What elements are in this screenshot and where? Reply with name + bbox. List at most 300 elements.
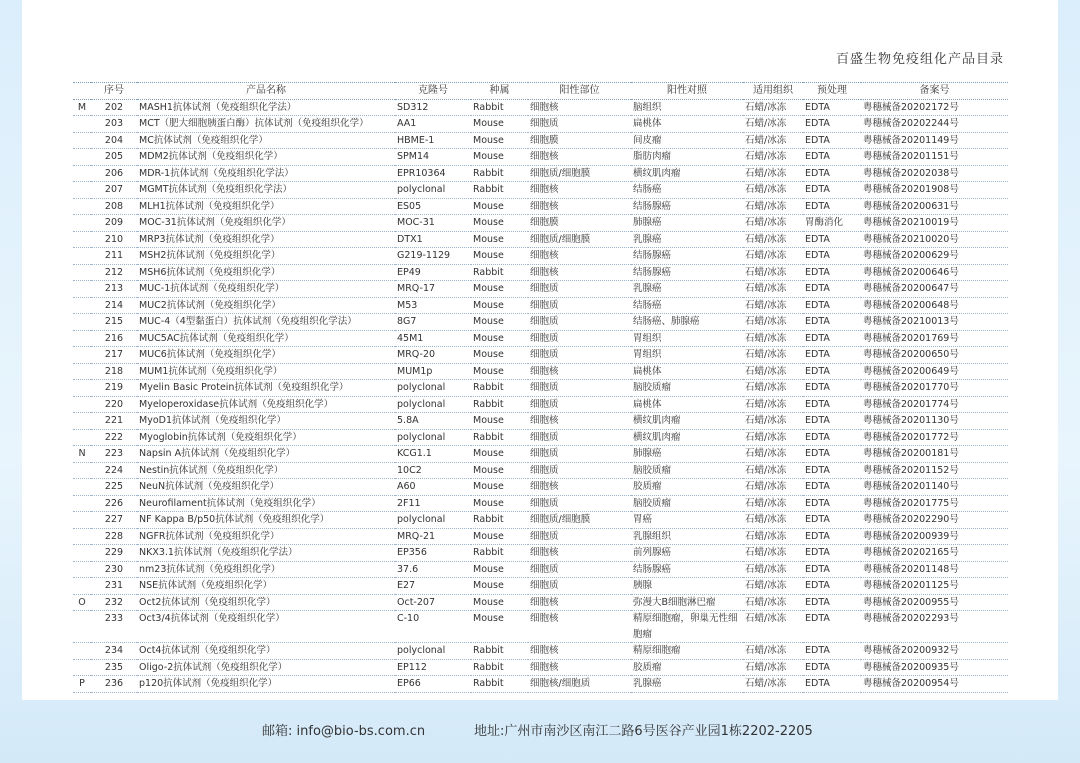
footer-email: 邮箱: info@bio-bs.com.cn <box>262 724 426 739</box>
pretreatment: EDTA <box>803 512 861 529</box>
registration-no: 粤穗械备20201775号 <box>861 495 1008 512</box>
tissue: 石蜡/冰冻 <box>743 281 803 298</box>
positive-control: 乳腺癌 <box>631 281 743 298</box>
species: Rabbit <box>471 643 528 660</box>
product-no: 223 <box>91 446 137 463</box>
species: Mouse <box>471 297 528 314</box>
clone: EP356 <box>395 545 471 562</box>
product-name: MC抗体试剂（免疫组织化学） <box>137 132 395 149</box>
pretreatment: EDTA <box>803 132 861 149</box>
tissue: 石蜡/冰冻 <box>743 413 803 430</box>
product-no: 213 <box>91 281 137 298</box>
registration-no: 粤穗械备20201774号 <box>861 396 1008 413</box>
pretreatment: EDTA <box>803 347 861 364</box>
section-letter <box>73 578 91 595</box>
clone: 2F11 <box>395 495 471 512</box>
positive-site: 细胞质 <box>528 462 631 479</box>
tissue: 石蜡/冰冻 <box>743 446 803 463</box>
product-name: MSH6抗体试剂（免疫组织化学） <box>137 264 395 281</box>
positive-site: 细胞质 <box>528 528 631 545</box>
registration-no: 粤穗械备20202172号 <box>861 99 1008 116</box>
registration-no: 粤穗械备20201130号 <box>861 413 1008 430</box>
registration-no: 粤穗械备20202290号 <box>861 512 1008 529</box>
clone: E27 <box>395 578 471 595</box>
positive-site: 细胞核 <box>528 479 631 496</box>
clone: HBME-1 <box>395 132 471 149</box>
tissue: 石蜡/冰冻 <box>743 248 803 265</box>
table-row <box>73 264 1008 281</box>
table-row <box>73 446 1008 463</box>
table-row <box>73 528 1008 545</box>
registration-no: 粤穗械备20200935号 <box>861 659 1008 676</box>
product-name: p120抗体试剂（免疫组织化学） <box>137 676 395 693</box>
pretreatment: EDTA <box>803 528 861 545</box>
table-row <box>73 545 1008 562</box>
product-name: Oligo-2抗体试剂（免疫组织化学） <box>137 659 395 676</box>
species: Mouse <box>471 611 528 643</box>
registration-no: 粤穗械备20200647号 <box>861 281 1008 298</box>
product-name: MUM1抗体试剂（免疫组织化学） <box>137 363 395 380</box>
table-row <box>73 231 1008 248</box>
product-name: Oct3/4抗体试剂（免疫组织化学） <box>137 611 395 643</box>
product-name: Myelin Basic Protein抗体试剂（免疫组织化学） <box>137 380 395 397</box>
registration-no: 粤穗械备20201149号 <box>861 132 1008 149</box>
table-row <box>73 165 1008 182</box>
registration-no: 粤穗械备20200650号 <box>861 347 1008 364</box>
table-row <box>73 676 1008 693</box>
clone: polyclonal <box>395 396 471 413</box>
table-row <box>73 132 1008 149</box>
registration-no: 粤穗械备20201148号 <box>861 561 1008 578</box>
clone: 5.8A <box>395 413 471 430</box>
registration-no: 粤穗械备20210019号 <box>861 215 1008 232</box>
product-no: 207 <box>91 182 137 199</box>
product-no: 218 <box>91 363 137 380</box>
tissue: 石蜡/冰冻 <box>743 479 803 496</box>
positive-control: 乳腺癌 <box>631 676 743 693</box>
section-letter <box>73 281 91 298</box>
positive-site: 细胞质/细胞膜 <box>528 165 631 182</box>
registration-no: 粤穗械备20201125号 <box>861 578 1008 595</box>
section-letter <box>73 528 91 545</box>
table-row <box>73 99 1008 116</box>
table-row <box>73 495 1008 512</box>
positive-control: 结肠癌 <box>631 297 743 314</box>
tissue: 石蜡/冰冻 <box>743 611 803 643</box>
table-header-row <box>73 83 1008 100</box>
pretreatment: EDTA <box>803 545 861 562</box>
clone: MRQ-20 <box>395 347 471 364</box>
product-no: 216 <box>91 330 137 347</box>
tissue: 石蜡/冰冻 <box>743 264 803 281</box>
positive-control: 精原细胞瘤 <box>631 643 743 660</box>
positive-control: 脑胶质瘤 <box>631 380 743 397</box>
table-row <box>73 314 1008 331</box>
tissue: 石蜡/冰冻 <box>743 182 803 199</box>
registration-no: 粤穗械备20200955号 <box>861 594 1008 611</box>
product-no: 227 <box>91 512 137 529</box>
pretreatment: EDTA <box>803 198 861 215</box>
product-name: MUC6抗体试剂（免疫组织化学） <box>137 347 395 364</box>
tissue: 石蜡/冰冻 <box>743 676 803 693</box>
section-letter <box>73 347 91 364</box>
tissue: 石蜡/冰冻 <box>743 149 803 166</box>
registration-no: 粤穗械备20202293号 <box>861 611 1008 643</box>
product-no: 214 <box>91 297 137 314</box>
product-no: 224 <box>91 462 137 479</box>
product-name: MCT（肥大细胞胰蛋白酶）抗体试剂（免疫组织化学） <box>137 116 395 133</box>
section-letter <box>73 330 91 347</box>
table-row <box>73 578 1008 595</box>
pretreatment: 胃酶消化 <box>803 215 861 232</box>
section-letter: O <box>73 594 91 611</box>
registration-no: 粤穗械备20201908号 <box>861 182 1008 199</box>
table-row <box>73 396 1008 413</box>
section-letter: M <box>73 99 91 116</box>
pretreatment: EDTA <box>803 462 861 479</box>
product-name: MUC-4（4型黏蛋白）抗体试剂（免疫组织化学法） <box>137 314 395 331</box>
section-letter <box>73 182 91 199</box>
positive-site: 细胞质 <box>528 281 631 298</box>
section-letter <box>73 545 91 562</box>
positive-control: 间皮瘤 <box>631 132 743 149</box>
pretreatment: EDTA <box>803 611 861 643</box>
species: Mouse <box>471 314 528 331</box>
positive-site: 细胞质 <box>528 347 631 364</box>
section-letter <box>73 132 91 149</box>
clone: polyclonal <box>395 512 471 529</box>
section-letter <box>73 215 91 232</box>
species: Rabbit <box>471 512 528 529</box>
section-letter <box>73 165 91 182</box>
tissue: 石蜡/冰冻 <box>743 347 803 364</box>
section-letter <box>73 659 91 676</box>
pretreatment: EDTA <box>803 281 861 298</box>
species: Mouse <box>471 495 528 512</box>
registration-no: 粤穗械备20202165号 <box>861 545 1008 562</box>
positive-control: 胶质瘤 <box>631 659 743 676</box>
pretreatment: EDTA <box>803 297 861 314</box>
clone: 37.6 <box>395 561 471 578</box>
product-name: Oct2抗体试剂（免疫组织化学） <box>137 594 395 611</box>
header-registration: 备案号 <box>861 83 1008 100</box>
registration-no: 粤穗械备20200181号 <box>861 446 1008 463</box>
registration-no: 粤穗械备20202038号 <box>861 165 1008 182</box>
table-body <box>73 99 1008 692</box>
species: Mouse <box>471 231 528 248</box>
table-row <box>73 462 1008 479</box>
product-no: 208 <box>91 198 137 215</box>
species: Rabbit <box>471 659 528 676</box>
product-name: MASH1抗体试剂（免疫组织化学法） <box>137 99 395 116</box>
clone: MUM1p <box>395 363 471 380</box>
positive-site: 细胞核 <box>528 182 631 199</box>
clone: Oct-207 <box>395 594 471 611</box>
positive-site: 细胞核 <box>528 659 631 676</box>
positive-control: 结肠腺癌 <box>631 561 743 578</box>
section-letter <box>73 297 91 314</box>
registration-no: 粤穗械备20201140号 <box>861 479 1008 496</box>
header-pretreatment: 预处理 <box>803 83 861 100</box>
product-name: Nestin抗体试剂（免疫组织化学） <box>137 462 395 479</box>
product-no: 206 <box>91 165 137 182</box>
clone: M53 <box>395 297 471 314</box>
positive-site: 细胞核 <box>528 594 631 611</box>
positive-control: 胶质瘤 <box>631 479 743 496</box>
product-no: 215 <box>91 314 137 331</box>
species: Rabbit <box>471 182 528 199</box>
header-positive-control: 阳性对照 <box>631 83 743 100</box>
product-no: 204 <box>91 132 137 149</box>
positive-site: 细胞质 <box>528 396 631 413</box>
section-letter <box>73 396 91 413</box>
clone: EP112 <box>395 659 471 676</box>
pretreatment: EDTA <box>803 165 861 182</box>
section-letter <box>73 231 91 248</box>
product-name: MRP3抗体试剂（免疫组织化学） <box>137 231 395 248</box>
table-row <box>73 116 1008 133</box>
pretreatment: EDTA <box>803 99 861 116</box>
product-name: MGMT抗体试剂（免疫组织化学法） <box>137 182 395 199</box>
species: Mouse <box>471 330 528 347</box>
tissue: 石蜡/冰冻 <box>743 545 803 562</box>
registration-no: 粤穗械备20210020号 <box>861 231 1008 248</box>
product-name: Neurofilament抗体试剂（免疫组织化学） <box>137 495 395 512</box>
product-no: 210 <box>91 231 137 248</box>
registration-no: 粤穗械备20200932号 <box>861 643 1008 660</box>
product-no: 222 <box>91 429 137 446</box>
section-letter <box>73 264 91 281</box>
positive-control: 精原细胞瘤，卵巢无性细胞瘤 <box>631 611 743 643</box>
species: Mouse <box>471 347 528 364</box>
product-no: 217 <box>91 347 137 364</box>
tissue: 石蜡/冰冻 <box>743 231 803 248</box>
tissue: 石蜡/冰冻 <box>743 330 803 347</box>
tissue: 石蜡/冰冻 <box>743 297 803 314</box>
positive-site: 细胞核 <box>528 264 631 281</box>
species: Mouse <box>471 281 528 298</box>
product-no: 221 <box>91 413 137 430</box>
product-name: NF Kappa B/p50抗体试剂（免疫组织化学） <box>137 512 395 529</box>
section-letter <box>73 429 91 446</box>
product-name: NeuN抗体试剂（免疫组织化学） <box>137 479 395 496</box>
registration-no: 粤穗械备20200631号 <box>861 198 1008 215</box>
positive-control: 脑胶质瘤 <box>631 462 743 479</box>
product-name: nm23抗体试剂（免疫组织化学） <box>137 561 395 578</box>
product-name: Myoglobin抗体试剂（免疫组织化学） <box>137 429 395 446</box>
tissue: 石蜡/冰冻 <box>743 462 803 479</box>
table-row <box>73 215 1008 232</box>
positive-site: 细胞质 <box>528 297 631 314</box>
pretreatment: EDTA <box>803 231 861 248</box>
clone: EPR10364 <box>395 165 471 182</box>
tissue: 石蜡/冰冻 <box>743 594 803 611</box>
positive-control: 脑组织 <box>631 99 743 116</box>
positive-control: 肺腺癌 <box>631 215 743 232</box>
product-name: NSE抗体试剂（免疫组织化学） <box>137 578 395 595</box>
positive-site: 细胞质 <box>528 380 631 397</box>
species: Mouse <box>471 528 528 545</box>
clone: AA1 <box>395 116 471 133</box>
pretreatment: EDTA <box>803 578 861 595</box>
product-no: 219 <box>91 380 137 397</box>
registration-no: 粤穗械备20200646号 <box>861 264 1008 281</box>
clone: EP66 <box>395 676 471 693</box>
registration-no: 粤穗械备20200649号 <box>861 363 1008 380</box>
positive-control: 脂肪肉瘤 <box>631 149 743 166</box>
species: Mouse <box>471 446 528 463</box>
product-name: MUC2抗体试剂（免疫组织化学） <box>137 297 395 314</box>
clone: polyclonal <box>395 182 471 199</box>
species: Rabbit <box>471 396 528 413</box>
table-row <box>73 363 1008 380</box>
section-letter <box>73 116 91 133</box>
positive-site: 细胞质 <box>528 495 631 512</box>
species: Mouse <box>471 198 528 215</box>
positive-control: 结肠腺癌 <box>631 248 743 265</box>
table-row <box>73 330 1008 347</box>
tissue: 石蜡/冰冻 <box>743 198 803 215</box>
table-row <box>73 149 1008 166</box>
clone: G219-1129 <box>395 248 471 265</box>
product-no: 203 <box>91 116 137 133</box>
tissue: 石蜡/冰冻 <box>743 578 803 595</box>
table-row <box>73 413 1008 430</box>
product-no: 228 <box>91 528 137 545</box>
product-name: Napsin A抗体试剂（免疫组织化学） <box>137 446 395 463</box>
section-letter: P <box>73 676 91 693</box>
positive-control: 扁桃体 <box>631 363 743 380</box>
section-letter: N <box>73 446 91 463</box>
pretreatment: EDTA <box>803 659 861 676</box>
table-row <box>73 297 1008 314</box>
clone: MRQ-21 <box>395 528 471 545</box>
positive-site: 细胞核 <box>528 363 631 380</box>
section-letter <box>73 611 91 643</box>
section-letter <box>73 495 91 512</box>
section-letter <box>73 314 91 331</box>
product-no: 226 <box>91 495 137 512</box>
header-clone: 克隆号 <box>395 83 471 100</box>
product-no: 235 <box>91 659 137 676</box>
tissue: 石蜡/冰冻 <box>743 561 803 578</box>
section-letter <box>73 561 91 578</box>
clone: polyclonal <box>395 380 471 397</box>
positive-control: 前列腺癌 <box>631 545 743 562</box>
product-name: MUC-1抗体试剂（免疫组织化学） <box>137 281 395 298</box>
clone: 8G7 <box>395 314 471 331</box>
table-row <box>73 512 1008 529</box>
table-row <box>73 659 1008 676</box>
product-no: 211 <box>91 248 137 265</box>
positive-site: 细胞核 <box>528 99 631 116</box>
positive-control: 胃组织 <box>631 330 743 347</box>
table-row <box>73 561 1008 578</box>
product-name: MyoD1抗体试剂（免疫组织化学） <box>137 413 395 430</box>
positive-control: 横纹肌肉瘤 <box>631 165 743 182</box>
positive-control: 胃组织 <box>631 347 743 364</box>
species: Rabbit <box>471 429 528 446</box>
species: Rabbit <box>471 676 528 693</box>
section-letter <box>73 149 91 166</box>
species: Mouse <box>471 594 528 611</box>
clone: SPM14 <box>395 149 471 166</box>
product-name: NGFR抗体试剂（免疫组织化学） <box>137 528 395 545</box>
tissue: 石蜡/冰冻 <box>743 659 803 676</box>
positive-control: 结肠腺癌 <box>631 264 743 281</box>
clone: ES05 <box>395 198 471 215</box>
registration-no: 粤穗械备20201769号 <box>861 330 1008 347</box>
species: Mouse <box>471 578 528 595</box>
tissue: 石蜡/冰冻 <box>743 643 803 660</box>
registration-no: 粤穗械备20200954号 <box>861 676 1008 693</box>
clone: MOC-31 <box>395 215 471 232</box>
tissue: 石蜡/冰冻 <box>743 380 803 397</box>
catalog-title: 百盛生物免疫组化产品目录 <box>835 52 1004 67</box>
pretreatment: EDTA <box>803 446 861 463</box>
registration-no: 粤穗械备20200648号 <box>861 297 1008 314</box>
pretreatment: EDTA <box>803 594 861 611</box>
section-letter <box>73 380 91 397</box>
registration-no: 粤穗械备20201770号 <box>861 380 1008 397</box>
clone: A60 <box>395 479 471 496</box>
tissue: 石蜡/冰冻 <box>743 495 803 512</box>
registration-no: 粤穗械备20200629号 <box>861 248 1008 265</box>
pretreatment: EDTA <box>803 182 861 199</box>
product-no: 205 <box>91 149 137 166</box>
product-no: 231 <box>91 578 137 595</box>
pretreatment: EDTA <box>803 413 861 430</box>
positive-site: 细胞核 <box>528 413 631 430</box>
product-name: MDM2抗体试剂（免疫组织化学） <box>137 149 395 166</box>
table-row <box>73 248 1008 265</box>
clone: KCG1.1 <box>395 446 471 463</box>
section-letter <box>73 198 91 215</box>
table-row <box>73 479 1008 496</box>
positive-control: 横纹肌肉瘤 <box>631 429 743 446</box>
tissue: 石蜡/冰冻 <box>743 429 803 446</box>
positive-site: 细胞质 <box>528 561 631 578</box>
header-product-name: 产品名称 <box>137 83 395 100</box>
product-no: 234 <box>91 643 137 660</box>
product-name: Oct4抗体试剂（免疫组织化学） <box>137 643 395 660</box>
table-row <box>73 281 1008 298</box>
product-no: 229 <box>91 545 137 562</box>
header-positive-site: 阳性部位 <box>528 83 631 100</box>
pretreatment: EDTA <box>803 330 861 347</box>
clone: polyclonal <box>395 643 471 660</box>
product-no: 233 <box>91 611 137 643</box>
section-letter <box>73 462 91 479</box>
product-name: MLH1抗体试剂（免疫组织化学） <box>137 198 395 215</box>
section-letter <box>73 248 91 265</box>
positive-site: 细胞核 <box>528 149 631 166</box>
species: Rabbit <box>471 264 528 281</box>
tissue: 石蜡/冰冻 <box>743 363 803 380</box>
pretreatment: EDTA <box>803 429 861 446</box>
clone: MRQ-17 <box>395 281 471 298</box>
positive-control: 乳腺癌 <box>631 231 743 248</box>
pretreatment: EDTA <box>803 248 861 265</box>
product-table <box>73 82 1008 693</box>
registration-no: 粤穗械备20201151号 <box>861 149 1008 166</box>
product-no: 209 <box>91 215 137 232</box>
positive-control: 结肠腺癌 <box>631 198 743 215</box>
species: Rabbit <box>471 380 528 397</box>
positive-control: 脑胶质瘤 <box>631 495 743 512</box>
tissue: 石蜡/冰冻 <box>743 99 803 116</box>
positive-control: 胃癌 <box>631 512 743 529</box>
